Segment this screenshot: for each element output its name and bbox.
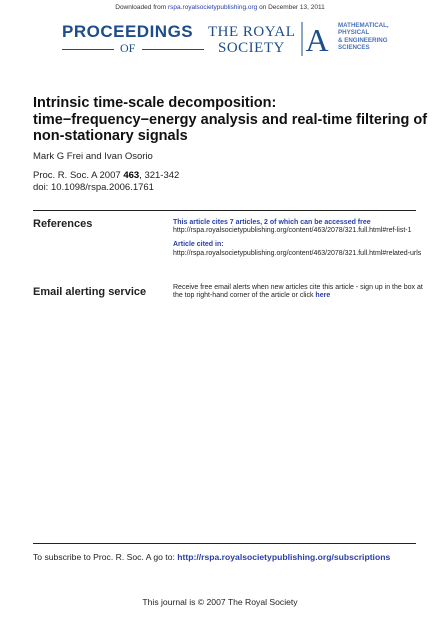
masthead-subject-lines [338, 22, 389, 51]
cited-in-url[interactable]: http://rspa.royalsocietypublishing.org/content/463/2078/321.full.html#related-urls [173, 249, 422, 257]
email-alert-text: Receive free email alerts when new articles cite this article - sign up in the box at the top right-hand corner of the article or click [173, 284, 423, 300]
citation-volume: 463 [123, 170, 140, 181]
citation-pages: , 321-342 [139, 170, 180, 181]
copyright-footer: This journal is © 2007 The Royal Society [142, 597, 298, 607]
article-citation [33, 170, 179, 193]
logo-letter: A [305, 22, 329, 56]
masthead-of: OF [120, 41, 136, 55]
article-title: Intrinsic time-scale decomposition: time−frequency−energy analysis and real-time filtering of non-stationary signals [33, 95, 428, 144]
masthead-sub-4: SCIENCES [338, 43, 370, 51]
references-block [173, 219, 435, 258]
article-authors: Mark G Frei and Ivan Osorio [33, 151, 153, 162]
masthead-sub-2: PHYSICAL [338, 29, 370, 37]
subscribe-line [33, 552, 390, 562]
download-prefix: Downloaded from [115, 4, 167, 11]
references-cites-link[interactable]: This article cites 7 articles, 2 of which can be accessed free [173, 219, 371, 226]
divider-bottom [33, 543, 416, 544]
divider-top [33, 210, 416, 211]
subscribe-link[interactable]: http://rspa.royalsocietypublishing.org/subscriptions [177, 552, 391, 562]
email-alert-here-link[interactable]: here [315, 292, 331, 300]
masthead-royal-society [208, 24, 295, 56]
masthead-sub-1: MATHEMATICAL, [338, 22, 389, 29]
citation-line [33, 170, 179, 182]
masthead-rule-right [142, 49, 204, 50]
download-date: on December 13, 2011 [259, 4, 325, 11]
email-alert-label: Email alerting service [33, 286, 147, 298]
references-label: References [33, 218, 93, 230]
subscribe-prefix: To subscribe to Proc. R. Soc. A go to: [33, 552, 175, 562]
citation-doi: doi: 10.1098/rspa.2006.1761 [33, 181, 154, 193]
masthead-royal-line1: THE ROYAL [208, 24, 296, 40]
references-cites-url[interactable]: http://rspa.royalsocietypublishing.org/content/463/2078/321.full.html#ref-list-1 [173, 227, 412, 235]
masthead-proceedings: PROCEEDINGS [62, 22, 194, 41]
download-notice [0, 4, 440, 11]
download-source-link[interactable]: rspa.royalsocietypublishing.org [168, 4, 258, 11]
email-alert-block [173, 284, 428, 301]
masthead-rule-left [62, 49, 114, 50]
masthead-royal-line2: SOCIETY [218, 40, 285, 56]
citation-journal: Proc. R. Soc. A 2007 [33, 170, 121, 181]
royal-society-a-logo [300, 22, 332, 56]
masthead-sub-3: & ENGINEERING [338, 36, 388, 44]
cited-in-link[interactable]: Article cited in: [173, 241, 224, 249]
